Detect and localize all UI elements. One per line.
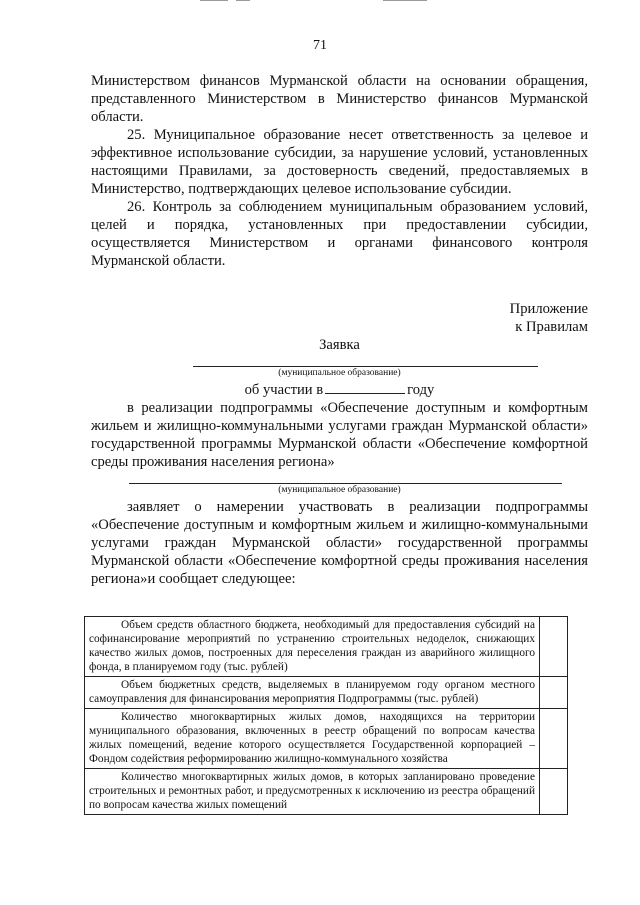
year-blank	[325, 380, 405, 394]
table-row	[85, 709, 568, 769]
paragraph-25: 25. Муниципальное образование несет ответственность за целевое и эффективное использование субсидии, за нарушение условий, установленных настоящими Правилами, за достоверность сведений, предоставляемых в Министерство, подтверждающих целевое использование субсидии.	[91, 127, 588, 197]
scan-artifact	[383, 0, 427, 1]
table-value-cell[interactable]	[540, 617, 568, 677]
municipality-line-2	[129, 483, 562, 484]
scan-artifact	[236, 0, 250, 1]
participation-prefix: об участии в	[244, 382, 324, 398]
participation-line	[91, 380, 588, 399]
appendix-line-1: Приложение	[509, 301, 588, 317]
table-label-cell: Объем средств областного бюджета, необходимый для предоставления субсидий на софинансирование мероприятий по устранению строительных недоделок, снижающих качество жилых домов, построенных для переселения граждан из аварийного жилищного фонда, в планируемом году (тыс. рублей)	[85, 617, 540, 677]
page-number: 71	[313, 38, 327, 53]
appendix-line-2: к Правилам	[515, 319, 588, 335]
table-label-cell: Объем бюджетных средств, выделяемых в планируемом году органом местного самоуправления для финансирования мероприятия Подпрограммы (тыс. рублей)	[85, 677, 540, 709]
table-value-cell[interactable]	[540, 769, 568, 815]
program-paragraph	[91, 399, 588, 471]
table-row	[85, 769, 568, 815]
table-label-cell: Количество многоквартирных жилых домов, в которых запланировано проведение строительных и ремонтных работ, и предусмотренных к исключению из реестра обращений по вопросам качества жилых помещений	[85, 769, 540, 815]
paragraph-26: 26. Контроль за соблюдением муниципальным образованием условий, целей и порядка, установленных при предоставлении субсидии, осуществляется Министерством и органами финансового контроля Мурманской области.	[91, 199, 588, 269]
table-value-cell[interactable]	[540, 677, 568, 709]
paragraph-continuation: Министерством финансов Мурманской области на основании обращения, представленного Министерством в Министерство финансов Мурманской области.	[91, 73, 588, 125]
form-title: Заявка	[319, 337, 360, 353]
municipality-caption: (муниципальное образование)	[278, 368, 401, 378]
body-text	[91, 72, 588, 270]
table-label-cell: Количество многоквартирных жилых домов, находящихся на территории муниципального образования, включенных в реестр обращений по вопросам качества жилых помещений, ведение которого осуществляется Государственной корпорацией – Фондом содействия реформированию жилищно-коммунального хозяйства	[85, 709, 540, 769]
participation-suffix: году	[407, 382, 435, 398]
declaration-text: заявляет о намерении участвовать в реализации подпрограммы «Обеспечение доступным и комфортным жильем и жилищно-коммунальными услугами граждан Мурманской области» государственной программы Мурманской области «Обеспечение комфортной среды проживания населения региона»и сообщает следующее:	[91, 499, 588, 587]
appendix-label	[470, 300, 588, 336]
scan-artifact	[200, 0, 228, 1]
municipality-caption-2: (муниципальное образование)	[278, 485, 401, 495]
program-text: в реализации подпрограммы «Обеспечение доступным и комфортным жильем и жилищно-коммунальными услугами граждан Мурманской области» государственной программы Мурманской области «Обеспечение комфортной среды проживания населения региона»	[91, 400, 588, 470]
declaration-paragraph	[91, 498, 588, 588]
table-row	[85, 677, 568, 709]
table-value-cell[interactable]	[540, 709, 568, 769]
municipality-line	[193, 366, 538, 367]
table-row	[85, 617, 568, 677]
data-table	[84, 616, 568, 815]
